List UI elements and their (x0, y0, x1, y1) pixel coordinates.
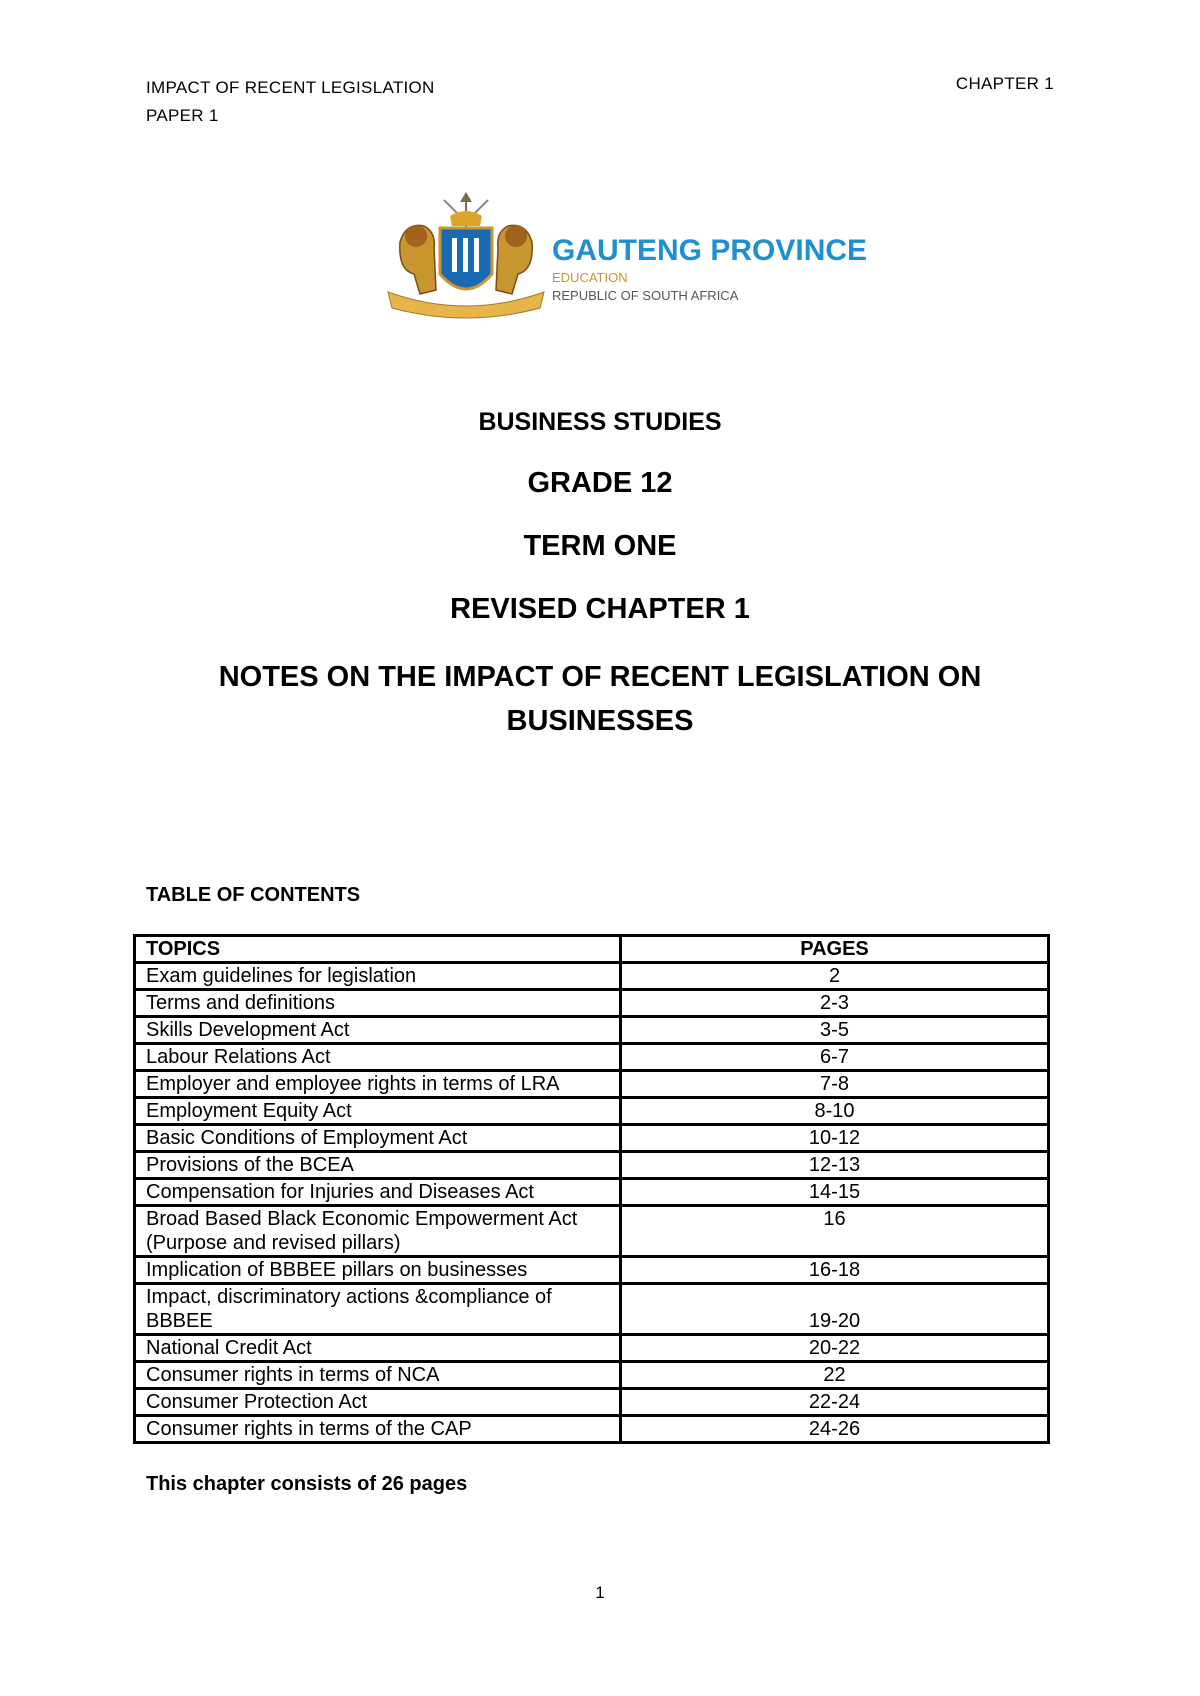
header-paper: PAPER 1 (146, 106, 219, 125)
toc-row (135, 1335, 1049, 1362)
toc-row (135, 1071, 1049, 1098)
toc-row (135, 1125, 1049, 1152)
gauteng-logo (384, 192, 868, 324)
toc-col-pages: PAGES (621, 936, 1049, 963)
toc-pages: 16 (621, 1206, 1049, 1257)
logo-name: GAUTENG PROVINCE (552, 234, 868, 267)
toc-pages: 19-20 (621, 1284, 1049, 1335)
header-title: IMPACT OF RECENT LEGISLATION (146, 78, 435, 97)
toc-topic: Labour Relations Act (135, 1044, 621, 1071)
notes-title-line1: NOTES ON THE IMPACT OF RECENT LEGISLATION ON (218, 661, 982, 693)
header-chapter: CHAPTER 1 (955, 74, 1054, 93)
toc-row (135, 1206, 1049, 1257)
logo-dept: EDUCATION (552, 270, 628, 285)
toc-topic: Employment Equity Act (135, 1098, 621, 1125)
notes-title (0, 655, 1200, 743)
toc-col-topics: TOPICS (135, 936, 621, 963)
toc-pages: 3-5 (621, 1017, 1049, 1044)
toc-topic: Consumer rights in terms of the CAP (135, 1416, 621, 1443)
toc-row (135, 1416, 1049, 1443)
toc-topic: Implication of BBBEE pillars on businesses (135, 1257, 621, 1284)
toc-row (135, 1284, 1049, 1335)
toc-pages: 16-18 (621, 1257, 1049, 1284)
toc-body (135, 963, 1049, 1443)
toc-pages: 14-15 (621, 1179, 1049, 1206)
toc-topic: Skills Development Act (135, 1017, 621, 1044)
toc-pages: 24-26 (621, 1416, 1049, 1443)
toc-topic: Consumer rights in terms of NCA (135, 1362, 621, 1389)
toc-pages: 6-7 (621, 1044, 1049, 1071)
toc-topic: Terms and definitions (135, 990, 621, 1017)
toc-header-row (135, 936, 1049, 963)
toc-pages: 8-10 (621, 1098, 1049, 1125)
chapter-page-count: This chapter consists of 26 pages (146, 1473, 468, 1495)
notes-title-line2: BUSINESSES (506, 705, 694, 737)
toc-topic: Broad Based Black Economic Empowerment Act (Purpose and revised pillars) (135, 1206, 621, 1257)
toc-topic: Exam guidelines for legislation (135, 963, 621, 990)
toc-row (135, 1362, 1049, 1389)
toc-topic: Compensation for Injuries and Diseases Act (135, 1179, 621, 1206)
term-title: TERM ONE (523, 530, 677, 562)
toc-row (135, 990, 1049, 1017)
page-number: 1 (595, 1583, 605, 1602)
toc-pages: 2-3 (621, 990, 1049, 1017)
grade-title: GRADE 12 (527, 467, 673, 499)
toc-topic: Employer and employee rights in terms of LRA (135, 1071, 621, 1098)
toc-pages: 10-12 (621, 1125, 1049, 1152)
toc-pages: 22-24 (621, 1389, 1049, 1416)
toc-topic: Provisions of the BCEA (135, 1152, 621, 1179)
toc-topic: Impact, discriminatory actions &compliance of BBBEE (135, 1284, 621, 1335)
toc-row (135, 1098, 1049, 1125)
running-header-left (146, 74, 435, 130)
chapter-title: REVISED CHAPTER 1 (450, 593, 750, 625)
toc-pages: 20-22 (621, 1335, 1049, 1362)
toc-pages: 12-13 (621, 1152, 1049, 1179)
toc-row (135, 1257, 1049, 1284)
toc-pages: 22 (621, 1362, 1049, 1389)
toc-row (135, 963, 1049, 990)
subject-title: BUSINESS STUDIES (478, 408, 722, 436)
toc-row (135, 1017, 1049, 1044)
toc-row (135, 1152, 1049, 1179)
toc-topic: National Credit Act (135, 1335, 621, 1362)
toc-row (135, 1389, 1049, 1416)
coat-of-arms-icon (384, 192, 868, 324)
toc-pages: 2 (621, 963, 1049, 990)
toc-pages: 7-8 (621, 1071, 1049, 1098)
toc-row (135, 1179, 1049, 1206)
toc-topic: Basic Conditions of Employment Act (135, 1125, 621, 1152)
toc-heading: TABLE OF CONTENTS (146, 884, 361, 906)
toc-topic: Consumer Protection Act (135, 1389, 621, 1416)
toc-table (133, 934, 1050, 1444)
toc-row (135, 1044, 1049, 1071)
logo-country: REPUBLIC OF SOUTH AFRICA (552, 288, 739, 303)
